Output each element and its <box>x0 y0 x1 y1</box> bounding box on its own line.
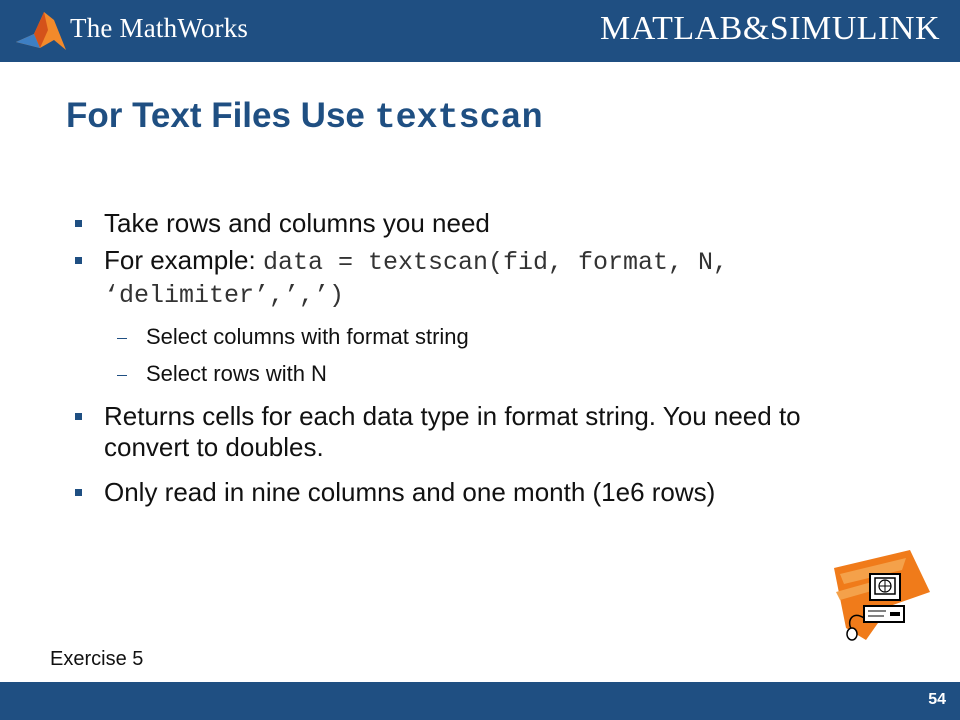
sub-bullet-text: Select columns with format string <box>146 324 469 349</box>
bullet-text: Only read in nine columns and one month (1e6 rows) <box>104 477 716 507</box>
exercise-label: Exercise 5 <box>50 648 144 670</box>
matlab-membrane-logo-icon <box>14 6 68 56</box>
mathworks-brand: The MathWorks <box>70 13 249 43</box>
title-code: textscan <box>374 98 543 138</box>
sub-bullet-marker <box>117 375 127 376</box>
matlab-simulink-brand: MATLAB&SIMULINK <box>600 10 940 47</box>
bullet-text: Take rows and columns you need <box>104 208 490 238</box>
slide-title <box>66 96 543 138</box>
bullet-item <box>72 208 892 239</box>
sub-bullet-item <box>72 323 892 351</box>
header-bar <box>0 0 960 62</box>
computer-terminal-icon <box>826 548 934 644</box>
bullet-item <box>72 401 892 463</box>
bullet-marker <box>75 489 82 496</box>
bullet-item <box>72 477 892 508</box>
bullet-marker <box>75 413 82 420</box>
sub-bullet-text: Select rows with N <box>146 361 327 386</box>
sub-bullet-item <box>72 360 892 388</box>
title-text: For Text Files Use <box>66 96 375 135</box>
bullet-marker <box>75 220 82 227</box>
bullet-marker <box>75 257 82 264</box>
bullet-text: Returns cells for each data type in format string. You need to convert to doubles. <box>104 401 801 462</box>
sub-bullet-marker <box>117 338 127 339</box>
bullet-code: data = textscan(fid, format, N, ‘delimiter’,’,’) <box>104 248 729 310</box>
bullet-item <box>72 245 892 311</box>
bullet-text: For example: <box>104 245 263 275</box>
slide-body <box>72 208 892 508</box>
footer-bar <box>0 682 960 720</box>
page-number: 54 <box>928 691 946 708</box>
